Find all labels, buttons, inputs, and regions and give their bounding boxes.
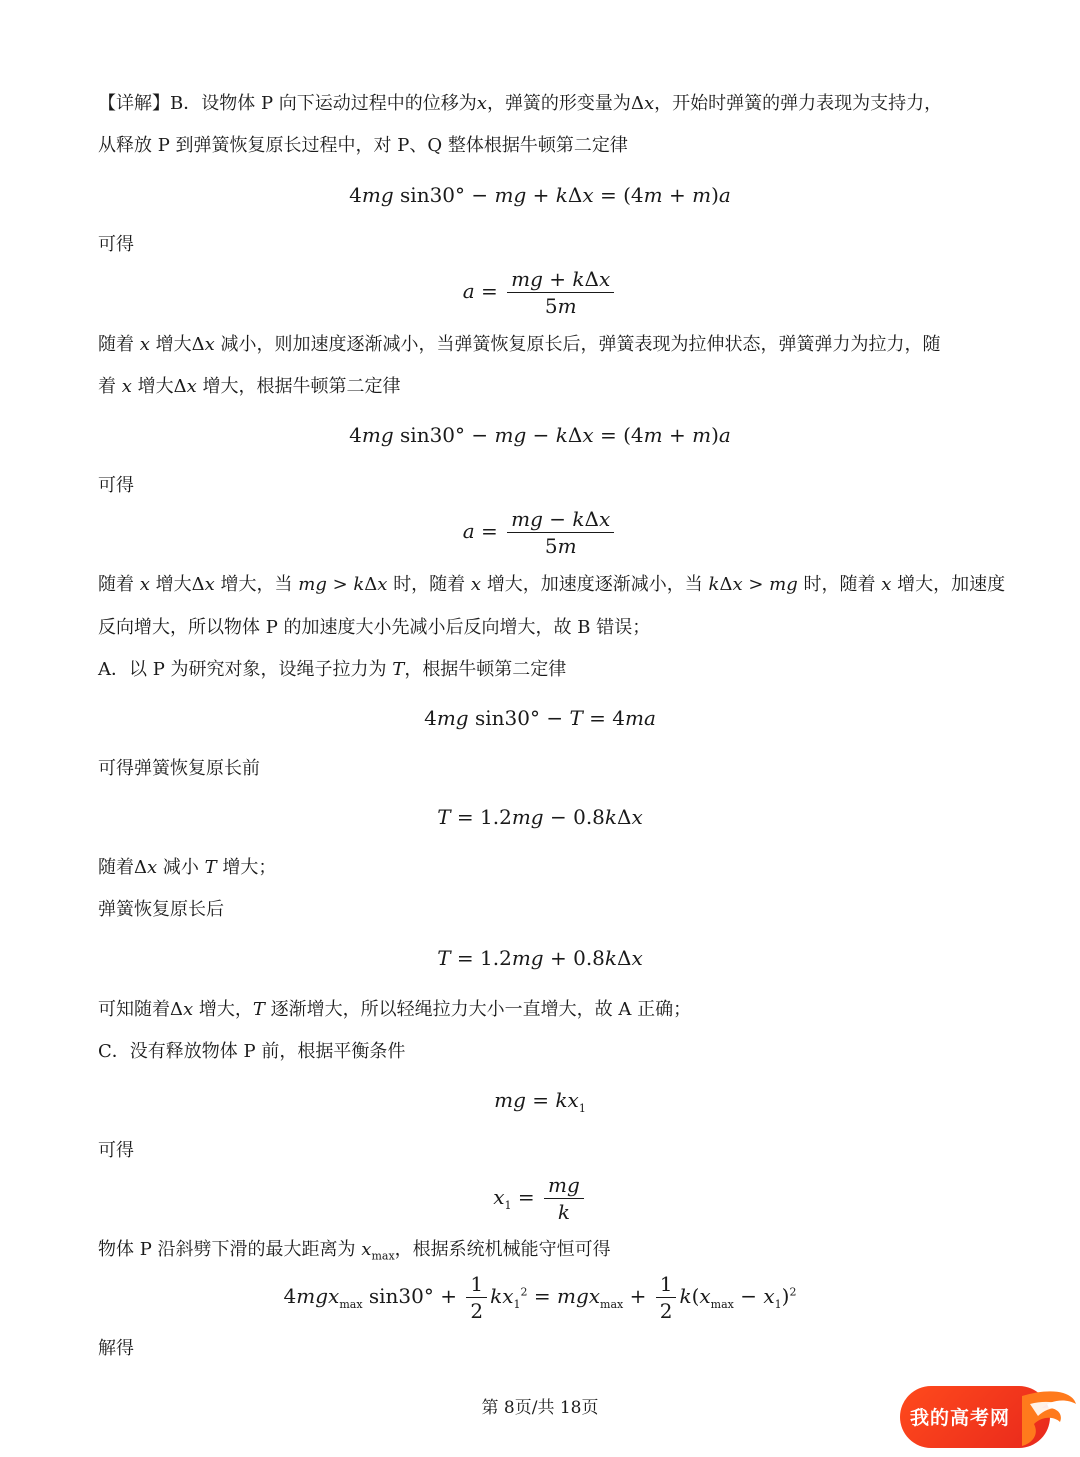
paragraph-line: 解得 bbox=[98, 1338, 134, 1359]
paragraph-line: A．以 P 为研究对象，设绳子拉力为 T，根据牛顿第二定律 bbox=[98, 659, 567, 680]
page-footer: 第 8页/共 18页 bbox=[481, 1398, 599, 1418]
paragraph-line: 可得 bbox=[98, 475, 134, 496]
paragraph-line: 弹簧恢复原长后 bbox=[98, 899, 224, 920]
equation-fraction: a = $\frac{\text{mg + kΔx}}{5m}$ bbox=[0, 268, 1080, 317]
paragraph-line: 随着 x 增大Δx 增大，当 mg > kΔx 时，随着 x 增大，加速度逐渐减小，当 kΔx > mg 时，随着 x 增大，加速度 bbox=[98, 574, 1006, 595]
equation-energy: 4mgx$_{max}$ sin30° + $\frac{1}{2}$ $kx_1^2 = mgx_{max}$ + $\frac{1}{2}$ $k(x_{max} - x_1)^2$ bbox=[283, 1272, 797, 1323]
paragraph-line: C．没有释放物体 P 前，根据平衡条件 bbox=[98, 1041, 406, 1062]
equation: T = 1.2mg + 0.8kΔx bbox=[437, 946, 643, 970]
equation: T = 1.2mg − 0.8kΔx bbox=[437, 805, 643, 829]
equation: 4mg sin30° − mg − kΔx = (4m + m)a bbox=[349, 423, 731, 447]
paragraph-line: 随着Δx 减小 T 增大； bbox=[98, 857, 277, 878]
paragraph-line: 可得 bbox=[98, 1140, 134, 1161]
paragraph-line: 【详解】B．设物体 P 向下运动过程中的位移为x，弹簧的形变量为Δx，开始时弹簧的弹力表现为支持力， bbox=[98, 93, 943, 114]
paragraph-line: 物体 P 沿斜劈下滑的最大距离为 $x_{max}$，根据系统机械能守恒可得 bbox=[98, 1239, 611, 1263]
paragraph-line: 着 x 增大Δx 增大，根据牛顿第二定律 bbox=[98, 376, 401, 397]
logo-text: 我的高考网 bbox=[910, 1407, 1011, 1429]
paragraph-line: 反向增大，所以物体 P 的加速度大小先减小后反向增大，故 B 错误； bbox=[98, 617, 651, 638]
equation: mg = $kx_1$ bbox=[494, 1088, 586, 1115]
flame-swoosh-icon bbox=[1020, 1386, 1078, 1448]
paragraph-line: 可得 bbox=[98, 234, 134, 255]
equation-fraction: $x_1$ = $\frac{mg}{k}$ bbox=[0, 1174, 1080, 1223]
equation-fraction: a = $\frac{\text{mg − kΔx}}{5m}$ bbox=[0, 508, 1080, 557]
paragraph-line: 可得弹簧恢复原长前 bbox=[98, 758, 260, 779]
paragraph-line: 从释放 P 到弹簧恢复原长过程中，对 P、Q 整体根据牛顿第二定律 bbox=[98, 135, 628, 156]
paragraph-line: 可知随着Δx 增大，T 逐渐增大，所以轻绳拉力大小一直增大，故 A 正确； bbox=[98, 999, 692, 1020]
watermark-logo bbox=[900, 1386, 1078, 1448]
paragraph-line: 随着 x 增大Δx 减小，则加速度逐渐减小，当弹簧恢复原长后，弹簧表现为拉伸状态，弹簧弹力为拉力，随 bbox=[98, 334, 941, 355]
equation: 4mg sin30° − mg + kΔx = (4m + m)a bbox=[349, 183, 731, 207]
equation: 4mg sin30° − T = 4ma bbox=[424, 706, 656, 730]
